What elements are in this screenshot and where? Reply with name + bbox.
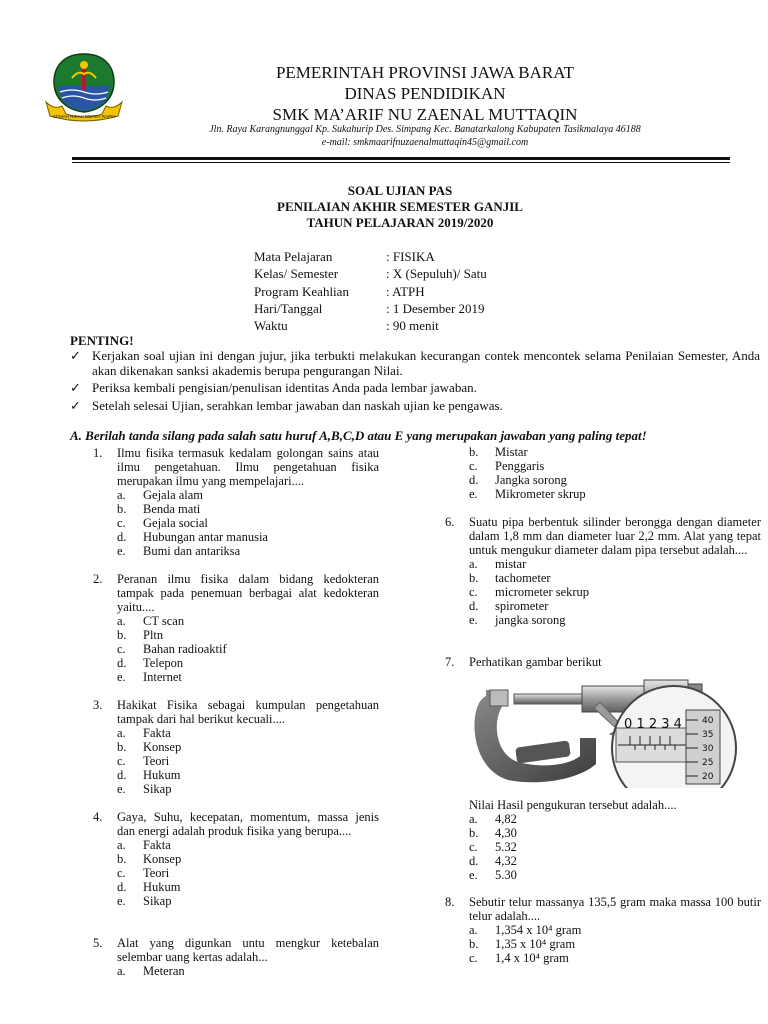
rule-item (70, 399, 760, 414)
question-stem: Gaya, Suhu, kecepatan, momentum, massa jenis dan energi adalah produk fisika yang berupa.... (117, 810, 379, 838)
question-stem: Nilai Hasil pengukuran tersebut adalah.... (469, 798, 677, 812)
answer-option[interactable]: b. Mistar (469, 445, 528, 459)
info-value: : ATPH (386, 283, 425, 299)
info-value: : 1 Desember 2019 (386, 300, 485, 316)
answer-option[interactable]: b. Konsep (117, 740, 182, 754)
answer-option[interactable]: c. Teori (117, 754, 170, 768)
question-stem: Ilmu fisika termasuk kedalam golongan sains atau ilmu pengetahuan. Ilmu pengetahuan fisika merupakan ilmu yang mempelajari.... (117, 446, 379, 488)
info-value: : FISIKA (386, 249, 435, 264)
question-6 (445, 515, 761, 627)
school-logo (44, 52, 124, 122)
question-number: 5. (93, 936, 103, 950)
info-value: : X (Sepuluh)/ Satu (386, 266, 487, 282)
question-stem: Sebutir telur massanya 135,5 gram maka massa 100 butir telur adalah.... (469, 895, 761, 923)
question-1 (93, 446, 379, 558)
exam-title-3: TAHUN PELAJARAN 2019/2020 (306, 215, 494, 230)
header-divider-thin (72, 162, 730, 163)
sleeve-scale-label: 0 1 2 3 4 (624, 717, 682, 732)
checkmark-icon: ✓ (70, 397, 81, 413)
answer-option[interactable]: d. Jangka sorong (469, 473, 567, 487)
answer-option[interactable]: b. Pltn (117, 628, 164, 642)
question-number: 2. (93, 572, 103, 586)
answer-option[interactable]: c. Bahan radioaktif (117, 642, 227, 656)
question-stem: Hakikat Fisika sebagai kumpulan pengetahuan tampak dari hal berikut kecuali.... (117, 698, 379, 726)
exam-title-1: SOAL UJIAN PAS (347, 183, 453, 198)
header-divider-thick (72, 157, 730, 160)
thimble-label: 40 (702, 716, 714, 726)
answer-option[interactable]: e. Sikap (117, 782, 172, 796)
question-3 (93, 698, 379, 796)
answer-option[interactable]: c. Teori (117, 866, 170, 880)
answer-option[interactable]: b. 4,30 (469, 826, 517, 840)
penting-heading: PENTING! (70, 333, 134, 348)
answer-option[interactable]: e. jangka sorong (469, 613, 566, 627)
answer-option[interactable]: a. 4,82 (469, 812, 517, 826)
exam-title-2: PENILAIAN AKHIR SEMESTER GANJIL (277, 199, 523, 214)
answer-option[interactable]: c. micrometer sekrup (469, 585, 590, 599)
thimble-label: 35 (702, 730, 714, 740)
info-label: Waktu (254, 318, 288, 334)
rule-text: Setelah selesai Ujian, serahkan lembar jawaban dan naskah ujian ke pengawas. (92, 397, 503, 413)
info-label: Kelas/ Semester (254, 266, 339, 282)
info-value: : 90 menit (386, 318, 439, 334)
answer-option[interactable]: a. Meteran (117, 964, 185, 978)
answer-option[interactable]: a. Fakta (117, 726, 171, 740)
question-5-continued (469, 445, 761, 501)
answer-option[interactable]: d. 4,32 (469, 854, 517, 868)
answer-option[interactable]: a. CT scan (117, 614, 185, 628)
answer-option[interactable]: e. Internet (117, 670, 182, 684)
thimble-label: 25 (702, 758, 714, 768)
info-label: Mata Pelajaran (254, 249, 333, 264)
question-stem: Peranan ilmu fisika dalam bidang kedokteran tampak pada penemuan berbagai alat kedokteran yaitu.... (117, 572, 379, 614)
answer-option[interactable]: a. Gejala alam (117, 488, 204, 502)
answer-option[interactable]: b. tachometer (469, 571, 551, 585)
answer-option[interactable]: b. 1,35 x 10⁴ gram (469, 937, 576, 951)
answer-option[interactable]: d. spirometer (469, 599, 549, 613)
question-2 (93, 572, 379, 684)
answer-option[interactable]: c. Penggaris (469, 459, 545, 473)
question-4 (93, 810, 379, 908)
question-number: 6. (445, 515, 455, 529)
question-number: 8. (445, 895, 455, 909)
header-address: Jln. Raya Karangnunggal Kp. Sukahurip Des. Simpang Kec. Banatarkalong Kabupaten Tasikmalaya 46188 (209, 124, 641, 135)
section-a-instruction: A. Berilah tanda silang pada salah satu huruf A,B,C,D atau E yang merupakan jawaban yang paling tepat! (70, 428, 647, 443)
rule-item (70, 349, 760, 378)
rule-text: Kerjakan soal ujian ini dengan jujur, jika terbukti melakukan kecurangan contek mencontek selama Penilaian Semester, Anda akan dikenakan sanksi akademis berupa pengurangan Nilai. (92, 348, 760, 378)
info-label: Hari/Tanggal (254, 300, 323, 316)
answer-option[interactable]: d. Hukum (117, 880, 181, 894)
checkmark-icon: ✓ (70, 380, 81, 395)
header-email: e-mail: smkmaarifnuzaenalmuttaqin45@gmail.com (321, 137, 529, 148)
logo-ribbon-text: GEMAH RIPAH REPEH RAPIH (52, 114, 116, 119)
answer-option[interactable]: c. 5.32 (469, 840, 517, 854)
answer-option[interactable]: e. Sikap (117, 894, 172, 908)
question-7 (469, 798, 761, 882)
question-number: 7. (445, 655, 455, 669)
question-stem: Suatu pipa berbentuk silinder berongga dengan diameter dalam 1,8 mm dan diameter luar 2,2 mm. Alat yang tepat untuk mengukur diameter dalam pipa tersebut adalah.... (469, 515, 761, 557)
thimble-label: 20 (702, 772, 714, 782)
question-number: 4. (93, 810, 103, 824)
answer-option[interactable]: a. Fakta (117, 838, 171, 852)
question-5 (93, 936, 379, 978)
thimble-label: 30 (702, 744, 714, 754)
micrometer-figure (468, 668, 762, 788)
answer-option[interactable]: e. Bumi dan antariksa (117, 544, 241, 558)
question-number: 1. (93, 446, 103, 460)
answer-option[interactable]: d. Hubungan antar manusia (117, 530, 268, 544)
answer-option[interactable]: d. Hukum (117, 768, 181, 782)
penting-rules (70, 349, 760, 416)
header-line-2: DINAS PENDIDIKAN (344, 84, 506, 103)
answer-option[interactable]: b. Konsep (117, 852, 182, 866)
answer-option[interactable]: c. 1,4 x 10⁴ gram (469, 951, 569, 965)
info-label: Program Keahlian (254, 283, 349, 299)
question-stem: Alat yang digunkan untu mengkur ketebalan selembar uang kertas adalah... (117, 936, 379, 964)
rule-text: Periksa kembali pengisian/penulisan identitas Anda pada lembar jawaban. (92, 380, 477, 395)
header-line-3: SMK MA’ARIF NU ZAENAL MUTTAQIN (272, 105, 578, 124)
question-number: 3. (93, 698, 103, 712)
exam-info-table (0, 248, 768, 338)
question-stem: Perhatikan gambar berikut (469, 655, 602, 669)
answer-option[interactable]: d. Telepon (117, 656, 184, 670)
question-7-stem (445, 655, 761, 669)
answer-option[interactable]: c. Gejala social (117, 516, 208, 530)
answer-option[interactable]: a. 1,354 x 10⁴ gram (469, 923, 582, 937)
question-8 (445, 895, 761, 965)
answer-option[interactable]: b. Benda mati (117, 502, 201, 516)
answer-option[interactable]: e. Mikrometer skrup (469, 487, 586, 501)
header-line-1: PEMERINTAH PROVINSI JAWA BARAT (275, 63, 575, 82)
checkmark-icon: ✓ (70, 348, 81, 363)
answer-option[interactable]: a. mistar (469, 557, 527, 571)
answer-option[interactable]: e. 5.30 (469, 868, 517, 882)
rule-item (70, 381, 760, 396)
